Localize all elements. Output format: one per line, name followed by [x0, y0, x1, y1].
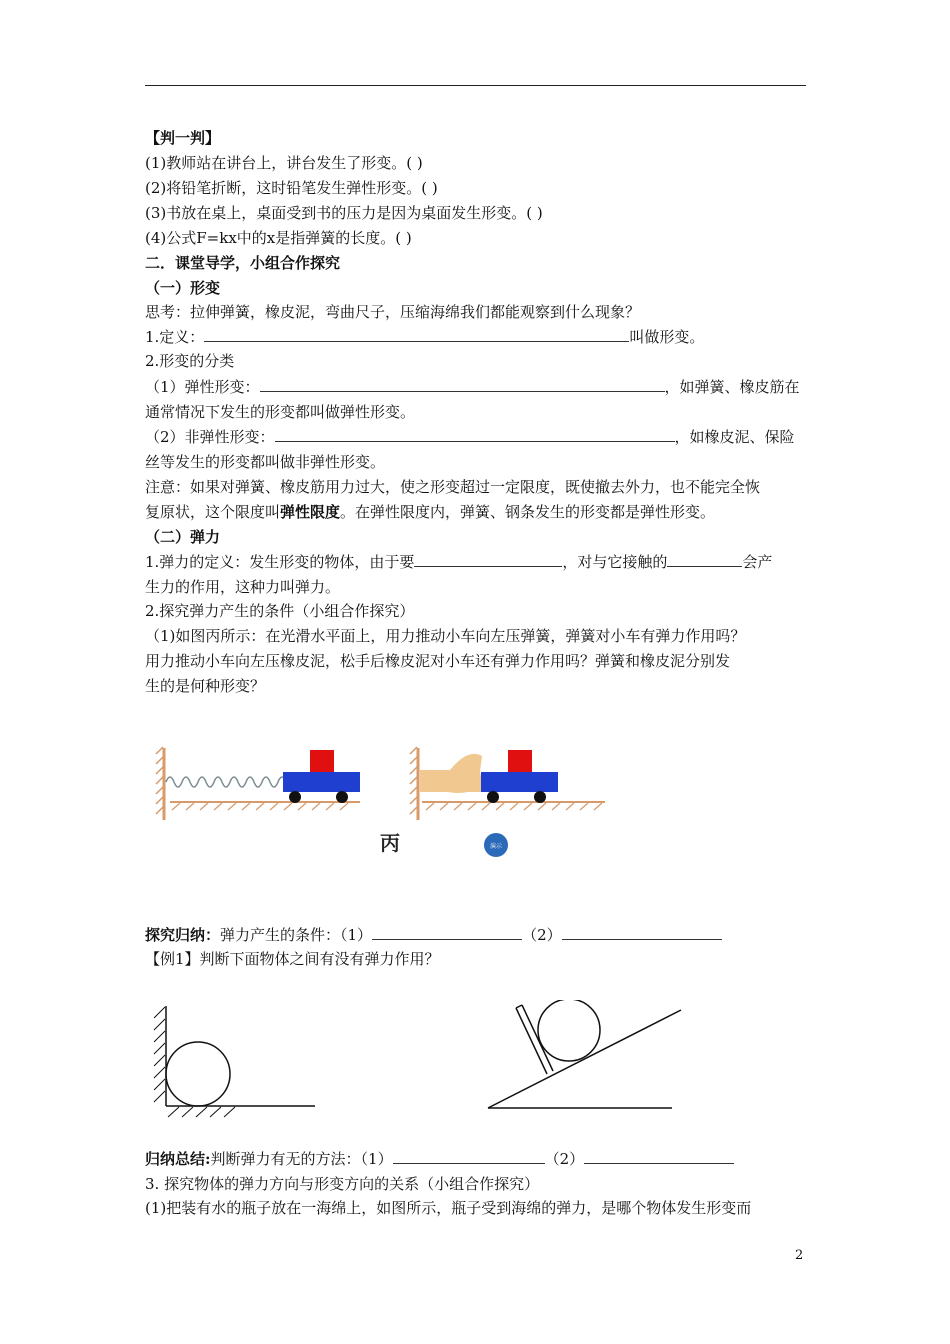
summary-label: 归纳总结:: [145, 1150, 211, 1168]
section3-title: 3. 探究物体的弹力方向与形变方向的关系（小组合作探究）: [145, 1175, 540, 1193]
sub-heading-deformation: （一）形变: [145, 279, 221, 297]
judge-heading: 【判一判】: [145, 129, 221, 147]
inelastic-label: （2）非弹性形变：: [145, 428, 275, 446]
spring-setup: [156, 747, 360, 820]
wheel: [487, 791, 499, 803]
summary-item2: （2）: [544, 1150, 585, 1168]
force-def-blank2[interactable]: [667, 552, 742, 567]
think-text: 思考：拉伸弹簧，橡皮泥，弯曲尺子，压缩海绵我们都能观察到什么现象？: [145, 303, 641, 321]
elastic-line: [145, 377, 800, 397]
force-def-c: 会产: [742, 553, 773, 571]
definition-line: [145, 327, 704, 347]
figure-caption: 丙: [380, 831, 400, 855]
note-line2: [145, 502, 715, 522]
plasticine-setup: [410, 747, 605, 820]
spring: [166, 777, 286, 787]
sub-heading-force: （二）弹力: [145, 528, 221, 546]
cart-body: [283, 772, 360, 792]
cart-body: [481, 772, 558, 792]
definition-tail: 叫做形变。: [629, 328, 705, 346]
wheel: [336, 791, 348, 803]
elastic-cont: 通常情况下发生的形变都叫做弹性形变。: [145, 403, 416, 421]
force-def-line: [145, 552, 772, 572]
note2-c: 。在弹性限度内，弹簧、钢条发生的形变都是弹性形变。: [340, 503, 716, 521]
ball: [166, 1042, 230, 1106]
definition-label: 1.定义：: [145, 328, 205, 346]
figure-spring-cart: [150, 740, 620, 880]
demo-badge-label: 演示: [489, 843, 503, 850]
elastic-blank[interactable]: [260, 377, 665, 392]
definition-blank[interactable]: [204, 327, 629, 342]
judge-q1: (1)教师站在讲台上，讲台发生了形变。( ): [145, 154, 423, 172]
summary-text: 判断弹力有无的方法：（1）: [210, 1150, 393, 1168]
figure-ball-corner: [150, 1000, 320, 1120]
conclude-line: [145, 925, 722, 945]
inelastic-line: [145, 427, 795, 447]
force-def-a: 1.弹力的定义：发生形变的物体，由于要: [145, 553, 415, 571]
conclude-blank1[interactable]: [372, 925, 522, 940]
conclude-text: 弹力产生的条件：（1）: [220, 926, 373, 944]
force-def-cont: 生力的作用，这种力叫弹力。: [145, 578, 341, 596]
explore-q1: （1)如图丙所示：在光滑水平面上，用力推动小车向左压弹簧，弹簧对小车有弹力作用吗？: [145, 627, 746, 645]
elastic-label: （1）弹性形变：: [145, 378, 260, 396]
judge-q4: (4)公式F=kx中的x是指弹簧的长度。( ): [145, 229, 412, 247]
judge-q2: (2)将铅笔折断，这时铅笔发生弹性形变。( ): [145, 179, 438, 197]
example-line: 【例1】判断下面物体之间有没有弹力作用？: [145, 950, 440, 968]
force-def-blank1[interactable]: [414, 552, 562, 567]
wheel: [534, 791, 546, 803]
conclude-label: 探究归纳：: [145, 926, 221, 944]
judge-q3: (3)书放在桌上，桌面受到书的压力是因为桌面发生形变。( ): [145, 204, 543, 222]
conclude-item2: （2）: [522, 926, 562, 944]
note-line1: 注意：如果对弹簧、橡皮筋用力过大，使之形变超过一定限度，既使撤去外力，也不能完全恢: [145, 478, 761, 496]
ball: [538, 1000, 600, 1061]
classification-title: 2.形变的分类: [145, 352, 235, 370]
elastic-tail: ，如弹簧、橡皮筋在: [664, 378, 800, 396]
explore-q2: 用力推动小车向左压橡皮泥，松手后橡皮泥对小车还有弹力作用吗？弹簧和橡皮泥分别发: [145, 652, 731, 670]
inelastic-cont: 丝等发生的形变都叫做非弹性形变。: [145, 453, 386, 471]
figure-ball-incline: [480, 1000, 690, 1115]
conclude-blank2[interactable]: [562, 925, 722, 940]
summary-blank1[interactable]: [393, 1149, 545, 1164]
inelastic-tail: ，如橡皮泥、保险: [674, 428, 795, 446]
header-rule: [145, 85, 806, 86]
elastic-limit-term: 弹性限度: [280, 503, 341, 521]
section2-heading: 二．课堂导学，小组合作探究: [145, 254, 341, 272]
inelastic-blank[interactable]: [275, 427, 675, 442]
block: [508, 750, 532, 772]
force-def-b: ，对与它接触的: [562, 553, 668, 571]
page-number: 2: [795, 1248, 804, 1263]
plasticine: [420, 754, 484, 793]
block: [310, 750, 334, 772]
section3-q1: (1)把装有水的瓶子放在一海绵上，如图所示，瓶子受到海绵的弹力，是哪个物体发生形变而: [145, 1199, 752, 1217]
summary-line: [145, 1149, 734, 1169]
explore-title: 2.探究弹力产生的条件（小组合作探究）: [145, 602, 415, 620]
explore-q3: 生的是何种形变？: [145, 677, 266, 695]
note2-a: 复原状，这个限度叫: [145, 503, 281, 521]
wheel: [289, 791, 301, 803]
summary-blank2[interactable]: [584, 1149, 734, 1164]
